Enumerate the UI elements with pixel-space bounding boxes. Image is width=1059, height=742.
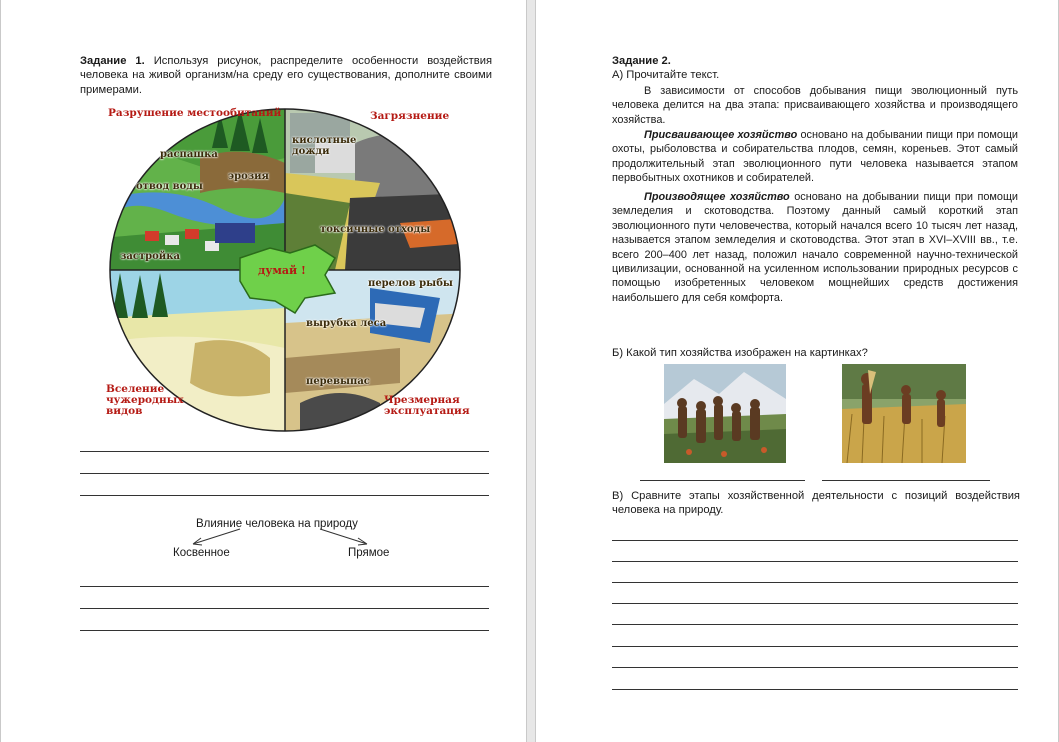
impact-wheel-illustration xyxy=(100,103,470,433)
label-habitat: Разрушение местообитаний xyxy=(108,107,282,119)
answer-line[interactable] xyxy=(80,473,489,474)
influence-direct: Прямое xyxy=(348,547,390,559)
wheel-center-label: думай ! xyxy=(258,264,306,277)
influence-title: Влияние человека на природу xyxy=(196,518,358,530)
answer-line[interactable] xyxy=(640,480,805,481)
answer-line[interactable] xyxy=(612,689,1018,690)
answer-line[interactable] xyxy=(80,608,489,609)
influence-arrows xyxy=(185,526,385,548)
answer-line[interactable] xyxy=(80,630,489,631)
answer-line[interactable] xyxy=(612,667,1018,668)
label-construction: застройка xyxy=(120,251,180,262)
label-alien-species: Вселение чужеродных видов xyxy=(106,383,184,417)
answer-line[interactable] xyxy=(80,451,489,452)
task1-text xyxy=(80,54,492,97)
task2-paragraph-1: В зависимости от способов добывания пищи эволюционный путь человека делится на два этапа: присваивающего хозяйства и производящего хозяйства. xyxy=(612,85,1018,126)
hunters-gatherers-picture xyxy=(664,364,786,463)
label-water-diversion: отвод воды xyxy=(136,181,203,192)
influence-indirect: Косвенное xyxy=(173,547,230,559)
label-plowing: распашка xyxy=(160,149,218,160)
paragraph-3-text: основано на добывании пищи при помощи земледелия и скотоводства. Поэтому данный самый короткий этап эволюционного пути человечества, который начался всего 10 тысяч лет назад, называется этапом земледелия и скотоводства. Этот этап в XVI–XVIII вв., т.е. всего 200–400 лет назад, положил начало современной научно-технической цивилизации, основанной на усиленном использовании природных ресурсов с помощью изобретенных человеком мощнейших средств достижения наибольшего для себя комфорта. xyxy=(612,191,1018,304)
term-appropriating: Присваивающее хозяйство xyxy=(644,129,798,141)
answer-line[interactable] xyxy=(612,603,1018,604)
label-overexploitation: Чрезмерная эксплуатация xyxy=(384,394,470,417)
task2-part-b: Б) Какой тип хозяйства изображен на картинках? xyxy=(612,347,868,359)
answer-line[interactable] xyxy=(612,646,1018,647)
task1-body: Используя рисунок, распределите особенности воздействия человека на живой организм/на среду его существования, дополните своими примерами. xyxy=(80,55,492,96)
task2-part-v: В) Сравните этапы хозяйственной деятельности с позиций воздействия человека на природу. xyxy=(612,490,1020,517)
task2-heading: Задание 2. xyxy=(612,55,671,67)
answer-line[interactable] xyxy=(612,540,1018,541)
label-toxic-waste: токсичные отходы xyxy=(320,224,431,235)
label-erosion: эрозия xyxy=(228,171,269,182)
answer-line[interactable] xyxy=(80,495,489,496)
paragraph-2-text: основано на добывании пищи при помощи охоты, рыболовства и собирательства плодов, семян, кореньев. Этот самый продолжительный этап эволюционного пути человека называется этапом первобытных охотников и собирателей. xyxy=(612,129,1019,185)
term-producing: Производящее хозяйство xyxy=(644,191,790,203)
label-logging: вырубка леса xyxy=(306,318,387,329)
answer-line[interactable] xyxy=(822,480,990,481)
task2-part-a: А) Прочитайте текст. xyxy=(612,69,720,81)
task1-label: Задание 1. xyxy=(80,55,145,67)
answer-line[interactable] xyxy=(612,624,1018,625)
label-overgrazing: перевыпас xyxy=(306,376,370,387)
label-pollution: Загрязнение xyxy=(370,110,450,122)
answer-line[interactable] xyxy=(612,561,1018,562)
answer-line[interactable] xyxy=(80,586,489,587)
label-acid-rain: кислотные дожди xyxy=(292,135,357,157)
farmers-picture xyxy=(842,364,966,463)
task2-paragraph-2 xyxy=(612,128,1018,186)
answer-line[interactable] xyxy=(612,582,1018,583)
task2-paragraph-3 xyxy=(612,190,1018,305)
label-overfishing: перелов рыбы xyxy=(368,278,453,289)
